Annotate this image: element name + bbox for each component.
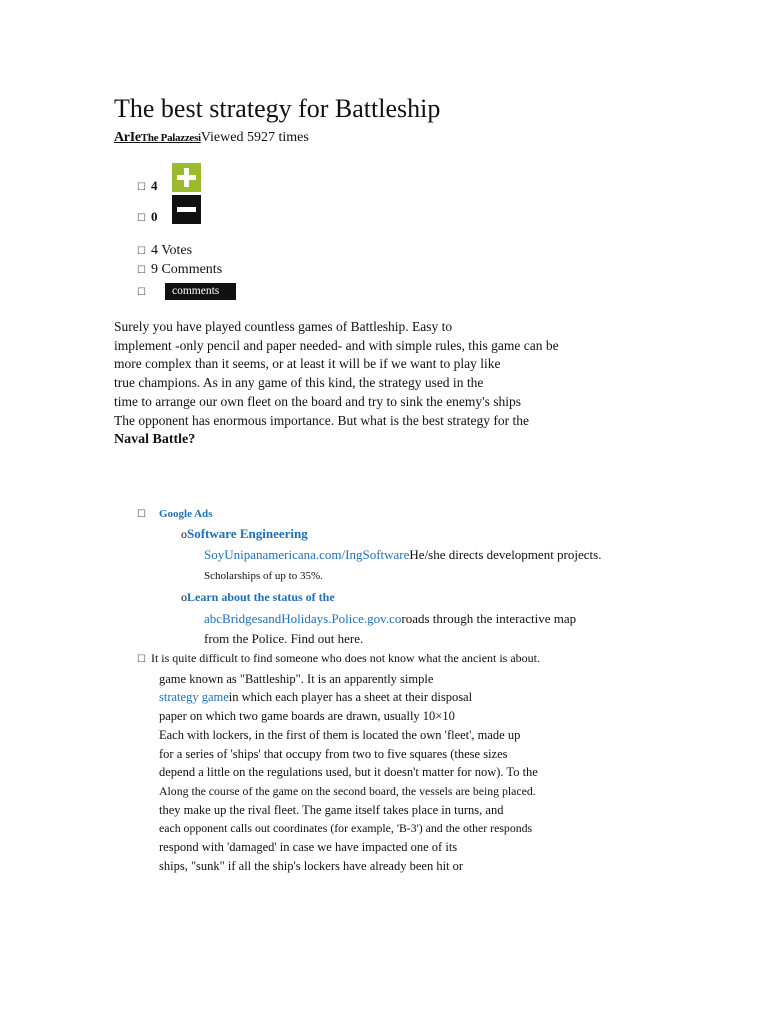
downvote-button[interactable] xyxy=(172,195,201,224)
ad-title-link[interactable]: Learn about the status of the xyxy=(187,590,335,604)
intro-line: true champions. As in any game of this kind, the strategy used in the xyxy=(114,375,484,391)
body-line: paper on which two game boards are drawn, usually 10×10 xyxy=(159,709,455,724)
votes-label: 4 Votes xyxy=(150,243,193,258)
bullet-box-icon: ☐ xyxy=(137,265,146,276)
plus-icon xyxy=(175,166,198,189)
comments-meta xyxy=(137,261,222,280)
bullet-box-icon: ☐ xyxy=(137,213,146,224)
ad-text: Scholarships of up to 35%. xyxy=(204,570,323,582)
body-line: they make up the rival fleet. The game itself takes place in turns, and xyxy=(159,802,504,817)
google-ads-link[interactable]: Google Ads xyxy=(158,508,213,520)
ad-text: from the Police. Find out here. xyxy=(204,631,364,646)
comments-label: 9 Comments xyxy=(150,262,223,277)
body-line: respond with 'damaged' in case we have impacted one of its xyxy=(159,840,458,855)
comments-meta-bullet xyxy=(137,283,151,302)
ad-text-line xyxy=(204,567,323,585)
intro-line: more complex than it seems, or at least it will be if we want to play like xyxy=(114,356,501,372)
body-line: Each with lockers, in the first of them is located the own 'fleet', made up xyxy=(159,727,521,742)
article-title: The best strategy for Battleship xyxy=(114,94,441,123)
author-name-a: ArIe xyxy=(114,130,141,145)
body-line: in which each player has a sheet at their disposal xyxy=(228,690,473,705)
byline xyxy=(114,129,309,147)
body-line-with-link xyxy=(137,688,540,707)
ad-item xyxy=(181,525,308,543)
intro-line: The opponent has enormous importance. But what is the best strategy for the xyxy=(114,412,530,428)
circle-bullet-icon: o xyxy=(181,590,187,604)
ad-text-line xyxy=(204,610,576,628)
upvote-button[interactable] xyxy=(172,163,201,192)
upvote-count: 4 xyxy=(150,178,158,193)
body-first-line xyxy=(137,649,540,670)
body-line: Along the course of the game on the second board, the vessels are being placed. xyxy=(159,783,536,798)
comments-button[interactable] xyxy=(165,283,236,300)
ad-text-line xyxy=(204,546,601,564)
circle-bullet-icon: o xyxy=(181,527,187,541)
downvote-count-row xyxy=(137,209,157,225)
upvote-count-row xyxy=(137,178,157,194)
bullet-box-icon: ☐ xyxy=(137,246,146,257)
ad-url-link[interactable]: SoyUnipanamericana.com/IngSoftware xyxy=(204,547,410,562)
bullet-box-icon: ☐ xyxy=(137,654,146,665)
body-line: for a series of 'ships' that occupy from two to five squares (these sizes xyxy=(159,746,508,761)
intro-paragraph xyxy=(114,318,564,450)
intro-line: time to arrange our own fleet on the board and try to sink the enemy's ships xyxy=(114,393,521,409)
downvote-count: 0 xyxy=(150,209,158,224)
strategy-game-link[interactable]: strategy game xyxy=(159,690,229,705)
author-link[interactable] xyxy=(114,130,201,145)
author-name-b: The Palazzesi xyxy=(140,132,201,144)
body-line: It is quite difficult to find someone who does not know what the ancient is about. xyxy=(150,651,541,665)
ad-url-link[interactable]: abcBridgesandHolidays.Police.gov.co xyxy=(204,611,402,626)
ads-header xyxy=(137,507,212,522)
ad-text-line xyxy=(204,630,363,648)
minus-icon xyxy=(175,198,198,221)
intro-line: implement -only pencil and paper needed- and with simple rules, this game can be xyxy=(114,337,559,353)
ad-title-link[interactable]: Software Engineering xyxy=(187,526,308,541)
intro-line: Surely you have played countless games of Battleship. Easy to xyxy=(114,319,453,334)
body-line: game known as "Battleship". It is an apparently simple xyxy=(159,671,434,686)
article-body xyxy=(137,649,540,875)
votes-meta xyxy=(137,242,192,261)
bullet-box-icon: ☐ xyxy=(137,287,146,298)
body-line: each opponent calls out coordinates (for example, 'B-3') and the other responds xyxy=(159,821,533,836)
body-line: ships, "sunk" if all the ship's lockers have already been hit or xyxy=(159,858,464,873)
body-line: depend a little on the regulations used, but it doesn't matter for now). To the xyxy=(159,765,538,780)
ad-item xyxy=(181,588,335,606)
view-count: Viewed 5927 times xyxy=(200,130,309,145)
ad-text: He/she directs development projects. xyxy=(409,547,602,562)
intro-bold-line: Naval Battle? xyxy=(114,432,196,448)
comments-button-label: comments xyxy=(172,285,220,297)
bullet-box-icon: ☐ xyxy=(137,182,146,193)
bullet-box-icon: ☐ xyxy=(137,509,146,520)
ad-text: roads through the interactive map xyxy=(401,611,577,626)
